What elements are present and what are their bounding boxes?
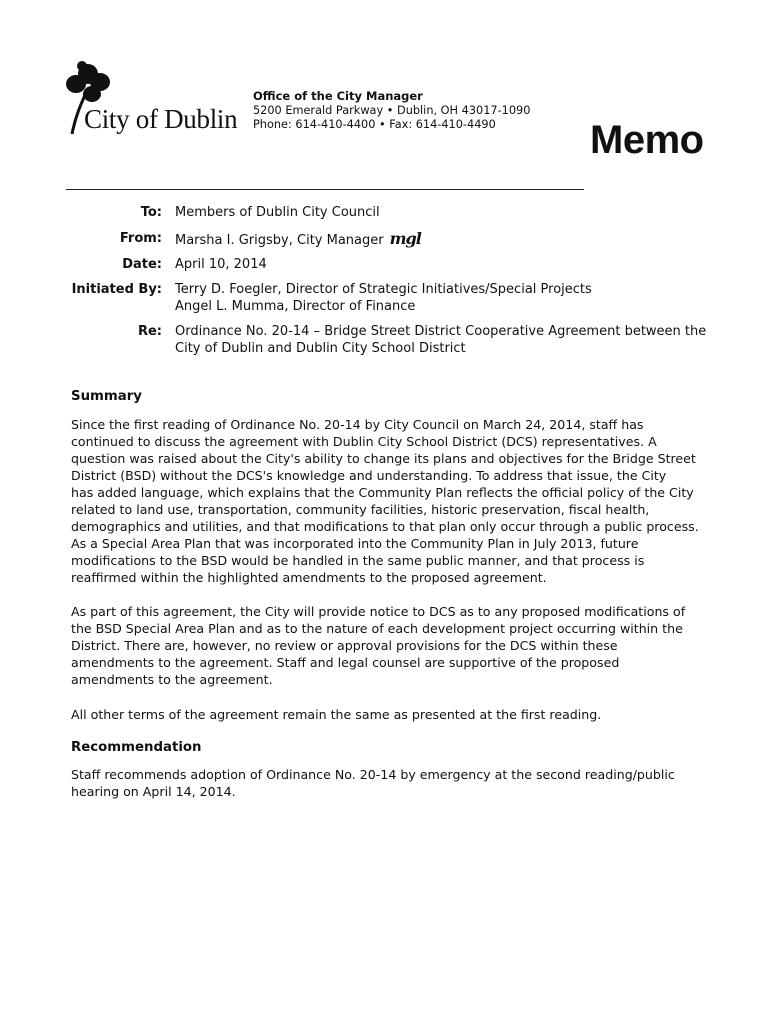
to-value: Members of Dublin City Council bbox=[175, 205, 380, 220]
city-logo bbox=[62, 58, 252, 138]
initiated-value bbox=[175, 281, 592, 315]
date-label: Date: bbox=[122, 257, 162, 272]
summary-paragraph-2 bbox=[71, 603, 686, 688]
from-label: From: bbox=[119, 231, 162, 246]
initiated-line: Terry D. Foegler, Director of Strategic Initiatives/Special Projects bbox=[175, 282, 592, 297]
from-value-wrap bbox=[175, 230, 421, 249]
text-line: reaffirmed within the highlighted amendments to the proposed agreement. bbox=[71, 570, 547, 585]
re-line: Ordinance No. 20-14 – Bridge Street District Cooperative Agreement between the bbox=[175, 324, 707, 339]
text-line: As part of this agreement, the City will provide notice to DCS as to any proposed modifications of bbox=[71, 604, 686, 619]
text-line: District. There are, however, no review or approval provisions for the DCS within these bbox=[71, 638, 618, 653]
text-line: continued to discuss the agreement with Dublin City School District (DCS) representatives. A bbox=[71, 434, 657, 449]
text-line: has added language, which explains that the Community Plan reflects the official policy of the City bbox=[71, 485, 694, 500]
summary-paragraph-1 bbox=[71, 416, 699, 586]
text-line: demographics and utilities, and that modifications to that plan only occur through a public process. bbox=[71, 519, 699, 534]
re-line: City of Dublin and Dublin City School District bbox=[175, 341, 466, 356]
office-info bbox=[253, 89, 530, 133]
summary-heading: Summary bbox=[71, 389, 142, 404]
text-line: question was raised about the City's ability to change its plans and objectives for the Bridge Street bbox=[71, 451, 696, 466]
signature-initials: mgl bbox=[389, 229, 421, 248]
initiated-label: Initiated By: bbox=[71, 282, 162, 297]
text-line: District (BSD) without the DCS's knowledge and understanding. To address that issue, the City bbox=[71, 468, 667, 483]
memo-title: Memo bbox=[590, 118, 704, 162]
to-label: To: bbox=[140, 205, 162, 220]
office-phone: Phone: 614-410-4400 • Fax: 614-410-4490 bbox=[253, 118, 496, 131]
office-address: 5200 Emerald Parkway • Dublin, OH 43017-1090 bbox=[253, 103, 531, 117]
text-line: related to land use, transportation, community facilities, historic preservation, fiscal health, bbox=[71, 502, 650, 517]
re-value bbox=[175, 323, 706, 357]
text-line: the BSD Special Area Plan and as to the nature of each development project occurring within the bbox=[71, 621, 683, 636]
logo-text: City of Dublin bbox=[84, 104, 238, 134]
from-value: Marsha I. Grigsby, City Manager bbox=[175, 233, 384, 248]
initiated-line: Angel L. Mumma, Director of Finance bbox=[175, 299, 416, 314]
date-value: April 10, 2014 bbox=[175, 257, 267, 272]
text-line: Staff recommends adoption of Ordinance No. 20-14 by emergency at the second reading/public bbox=[71, 767, 675, 782]
recommendation-heading: Recommendation bbox=[71, 740, 202, 755]
text-line: modifications to the BSD would be handled in the same public manner, and that process is bbox=[71, 553, 645, 568]
recommendation-paragraph bbox=[71, 766, 683, 800]
text-line: amendments to the agreement. Staff and legal counsel are supportive of the proposed bbox=[71, 655, 620, 670]
office-name: Office of the City Manager bbox=[253, 89, 423, 103]
re-label: Re: bbox=[137, 324, 162, 339]
text-line: All other terms of the agreement remain the same as presented at the first reading. bbox=[71, 707, 602, 722]
text-line: hearing on April 14, 2014. bbox=[71, 784, 236, 799]
summary-paragraph-3 bbox=[71, 706, 683, 723]
header-divider bbox=[66, 189, 584, 190]
text-line: amendments to the agreement. bbox=[71, 672, 273, 687]
text-line: As a Special Area Plan that was incorporated into the Community Plan in July 2013, future bbox=[71, 536, 639, 551]
text-line: Since the first reading of Ordinance No. 20-14 by City Council on March 24, 2014, staff has bbox=[71, 417, 644, 432]
